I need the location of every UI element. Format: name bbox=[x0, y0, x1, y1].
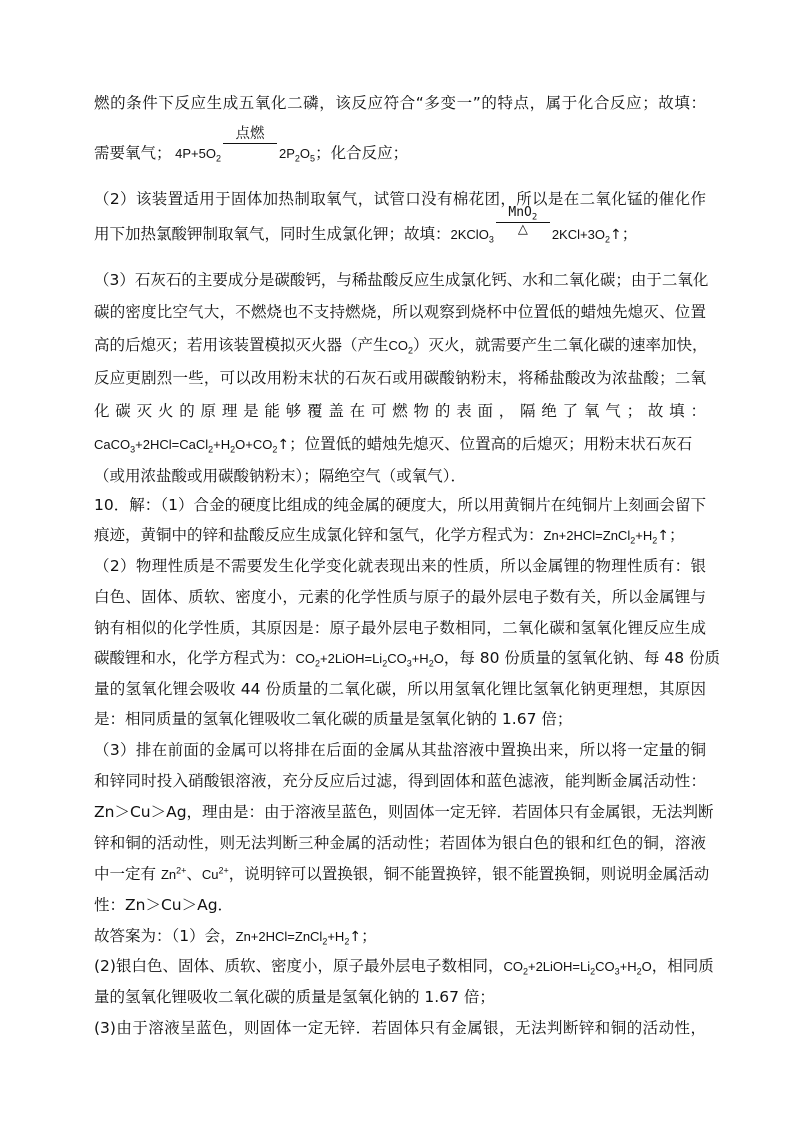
gas-arrow-icon: ↑ bbox=[349, 929, 362, 945]
text-line: (3)由于溶液呈蓝色，则固体一定无锌．若固体只有金属银，无法判断锌和铜的活动性， bbox=[94, 1019, 706, 1037]
text-line: 量的氢氧化锂吸收二氧化碳的质量是氢氧化钠的 1.67 倍； bbox=[94, 988, 495, 1006]
ion-formula: $Zn^{2+}$ bbox=[160, 865, 187, 882]
text-segment: ）灭火，就需要产生二氧化碳的速率加快， bbox=[413, 336, 708, 354]
text-segment: (2)银白色、固体、质软、密度小，原子最外层电子数相同， bbox=[94, 957, 504, 975]
text-line: 量的氢氧化锂会吸收 44 份质量的二氧化碳，所以用氢氧化锂比氢氧化钠更理想，其原因 bbox=[94, 680, 706, 698]
text-segment: ； bbox=[621, 225, 638, 243]
text-line bbox=[94, 864, 709, 885]
equation-line bbox=[94, 648, 720, 669]
equation-line bbox=[94, 126, 409, 164]
condition-label: 点燃 bbox=[235, 126, 265, 142]
gas-arrow-icon: ↑ bbox=[609, 227, 622, 243]
text-line: 10．解：（1）合金的硬度比组成的纯金属的硬度大，所以用黄铜片在纯铜片上刻画会留下 bbox=[94, 496, 706, 514]
formula: 2KClO$_3$ bbox=[450, 227, 494, 245]
equation-line bbox=[94, 525, 684, 546]
text-line bbox=[94, 335, 708, 356]
formula: $Zn+2HCl=ZnCl_2+H_2$ bbox=[543, 528, 658, 546]
text-line: 性：Zn＞Cu＞Ag． bbox=[94, 896, 234, 914]
text-line: 反应更剧烈一些，可以改用粉末状的石灰石或用碳酸钠粉末，将稀盐酸改为浓盐酸；二氧 bbox=[94, 369, 706, 387]
text-line: （3）石灰石的主要成分是碳酸钙，与稀盐酸反应生成氯化钙、水和二氧化碳；由于二氧化 bbox=[94, 271, 709, 289]
formula: $2KCl+3O_2$ bbox=[551, 227, 610, 245]
text-segment: ； bbox=[361, 927, 377, 945]
formula: $CaCO_3+2HCl=CaCl_2+H_2O+CO_2$ bbox=[94, 437, 278, 455]
text-segment: 用下加热氯酸钾制取氧气，同时生成氯化钾；故填： bbox=[94, 225, 451, 243]
text-line: （2）该装置适用于固体加热制取氧气，试管口没有棉花团，所以是在二氧化锰的催化作 bbox=[94, 190, 706, 208]
text-line: （3）排在前面的金属可以将排在后面的金属从其盐溶液中置换出来，所以将一定量的铜 bbox=[94, 741, 706, 759]
text-segment: 痕迹，黄铜中的锌和盐酸反应生成氯化锌和氢气，化学方程式为： bbox=[94, 526, 544, 544]
reaction-condition bbox=[221, 126, 279, 163]
text-segment: 碳酸锂和水，化学方程式为： bbox=[94, 649, 296, 667]
text-line: 碳的密度比空气大，不燃烧也不支持燃烧，所以观察到烧杯中位置低的蜡烛先熄灭、位置 bbox=[94, 303, 706, 321]
equation-line bbox=[94, 956, 714, 977]
text-line: 白色、固体、质软、密度小，元素的化学性质与原子的最外层电子数有关，所以金属锂与 bbox=[94, 588, 706, 606]
text-segment: 故答案为：（1）会， bbox=[94, 927, 236, 945]
gas-arrow-icon: ↑ bbox=[277, 437, 290, 453]
text-segment: 、 bbox=[186, 865, 202, 883]
formula: $CO_2+2LiOH=Li_2CO_3+H_2O$ bbox=[503, 959, 652, 977]
equation-line bbox=[94, 205, 638, 245]
catalyst-label: MnO$_2$ bbox=[508, 205, 538, 223]
text-line: Zn＞Cu＞Ag，理由是：由于溶液呈蓝色，则固体一定无锌．若固体只有金属银，无法判断 bbox=[94, 803, 714, 821]
text-line: （或用浓盐酸或用碳酸钠粉末）；隔绝空气（或氧气）． bbox=[94, 467, 467, 485]
formula: $Zn+2HCl=ZnCl_2+H_2$ bbox=[235, 929, 350, 947]
text-line: 是：相同质量的氢氧化锂吸收二氧化碳的质量是氢氧化钠的 1.67 倍； bbox=[94, 710, 573, 728]
text-line: （2）物理性质是不需要发生化学变化就表现出来的性质，所以金属锂的物理性质有：银 bbox=[94, 557, 706, 575]
text-segment: ，说明锌可以置换银，铜不能置换锌，银不能置换铜，则说明金属活动 bbox=[228, 865, 710, 883]
text-line: 锌和铜的活动性，则无法判断三种金属的活动性；若固体为银白色的银和红色的铜，溶液 bbox=[94, 834, 706, 852]
text-line: 化碳灭火的原理是能够覆盖在可燃物的表面，隔绝了氧气；故填： bbox=[94, 402, 706, 420]
reaction-condition bbox=[494, 205, 552, 244]
heat-symbol: △ bbox=[517, 222, 528, 237]
text-segment: ；化合反应； bbox=[315, 144, 409, 162]
formula: $2P_2O_5$ bbox=[279, 146, 316, 164]
formula: $CO_2$ bbox=[388, 338, 414, 356]
formula: $CO_2+2LiOH=Li_2CO_3+H_2O$ bbox=[295, 651, 444, 669]
text-segment: 高的后熄灭；若用该装置模拟灭火器（产生 bbox=[94, 336, 389, 354]
text-segment: ；位置低的蜡烛先熄灭、位置高的后熄灭；用粉末状石灰石 bbox=[289, 435, 693, 453]
formula: $4P+5O_2$ bbox=[175, 146, 221, 164]
text-segment: 需要氧气； bbox=[94, 144, 172, 162]
text-segment: ，每 80 份质量的氢氧化钠、每 48 份质 bbox=[443, 649, 720, 667]
text-segment: ，相同质 bbox=[651, 957, 714, 975]
text-line: 钠有相似的化学性质，其原因是：原子最外层电子数相同，二氧化碳和氢氧化锂反应生成 bbox=[94, 619, 706, 637]
equation-line bbox=[94, 926, 377, 947]
text-line: 燃的条件下反应生成五氧化二磷，该反应符合“多变一”的特点，属于化合反应；故填： bbox=[94, 94, 706, 112]
gas-arrow-icon: ↑ bbox=[657, 528, 669, 544]
text-line: 和锌同时投入硝酸银溶液，充分反应后过滤，得到固体和蓝色滤液，能判断金属活动性： bbox=[94, 772, 706, 790]
equation-line bbox=[94, 434, 692, 455]
text-segment: 中一定有 bbox=[94, 865, 161, 883]
text-segment: ； bbox=[668, 526, 685, 544]
ion-formula: $Cu^{2+}$ bbox=[201, 865, 229, 882]
